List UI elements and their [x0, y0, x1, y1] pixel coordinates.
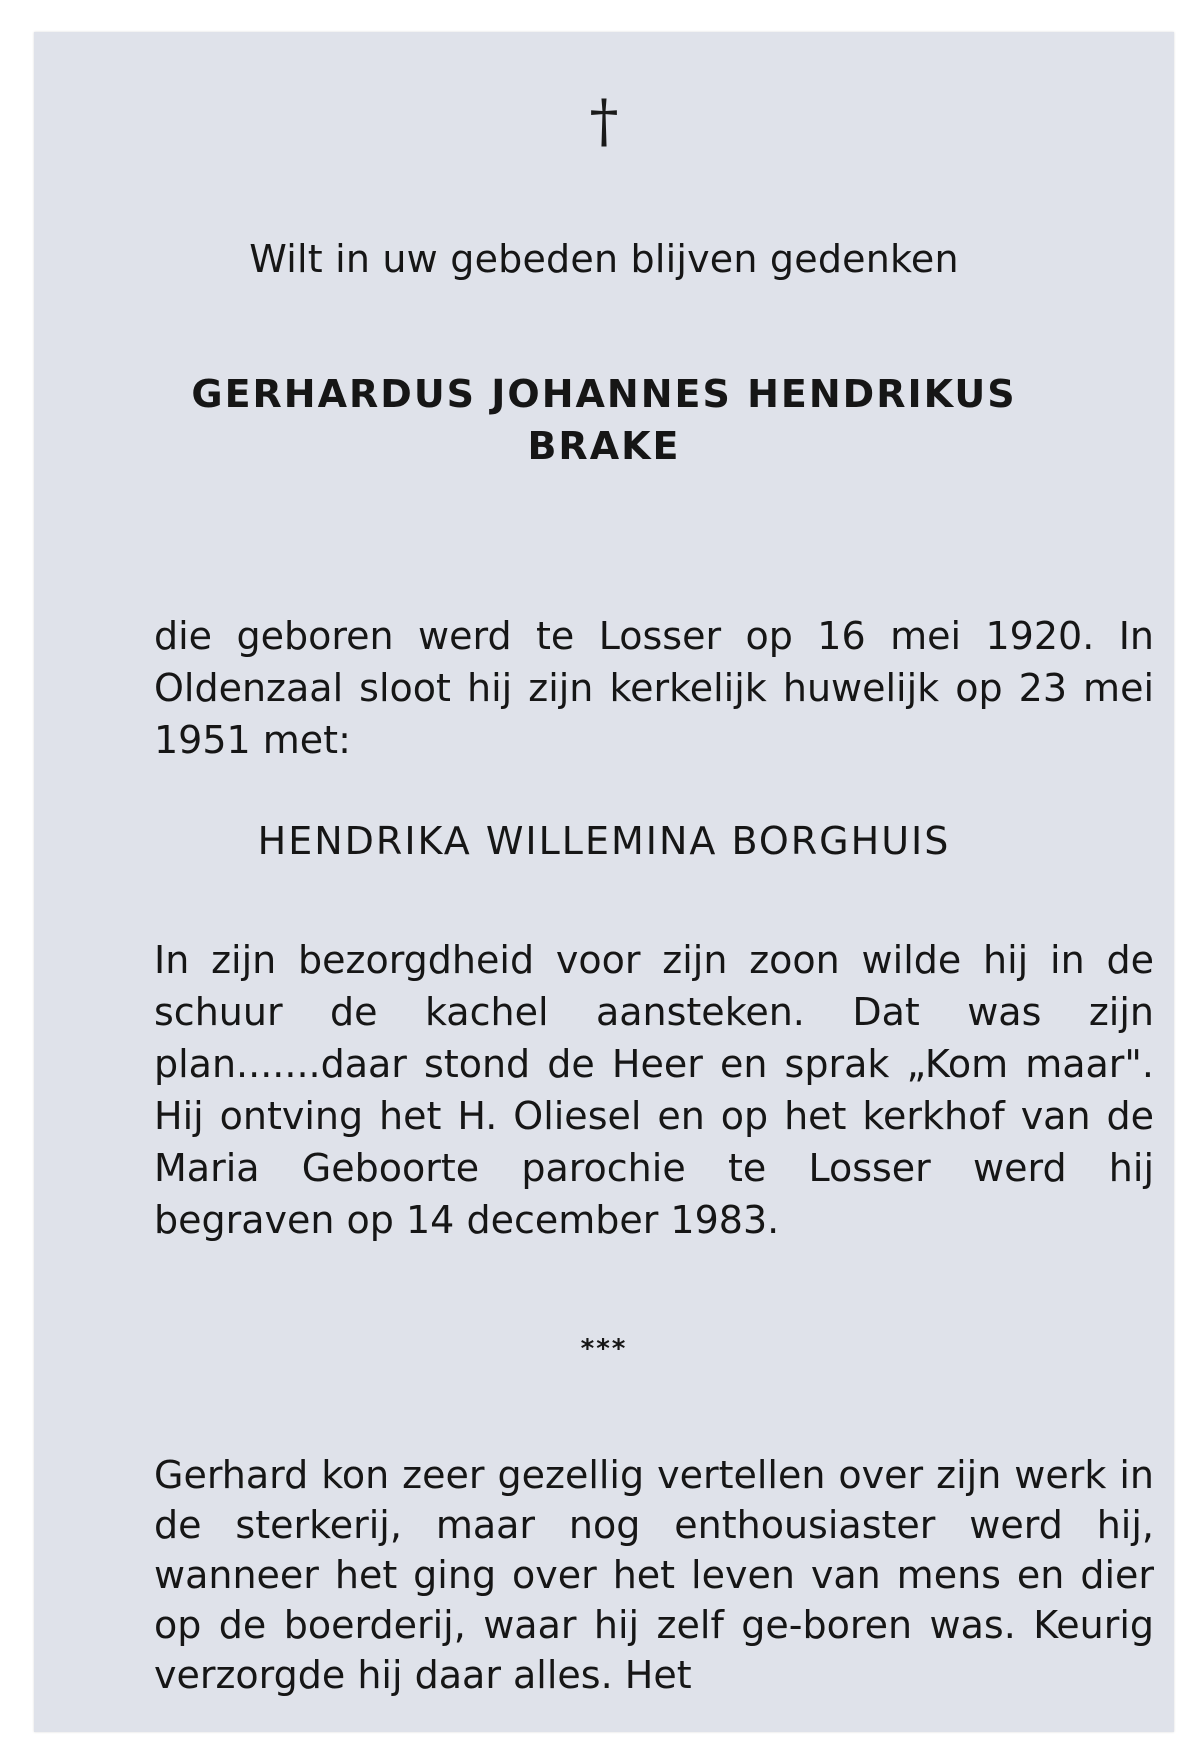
spouse-name: HENDRIKA WILLEMINA BORGHUIS — [257, 819, 951, 863]
intro-line: Wilt in uw gebeden blijven gedenken — [249, 237, 959, 281]
deceased-surname: BRAKE — [527, 424, 681, 468]
cross-icon: † — [589, 87, 619, 155]
death-paragraph: In zijn bezorgdheid voor zijn zoon wilde hij in de schuur de kachel aansteken. Dat was zijn plan.......daar stond de Heer en sprak „Kom maar". Hij ontving het H. Oliesel en op het kerkhof van de Maria Geboorte parochie te Losser werd hij begraven op 14 december 1983. — [154, 938, 1154, 1242]
life-paragraph: Gerhard kon zeer gezellig vertellen over zijn werk in de sterkerij, maar nog enthousiaster werd hij, wanneer het ging over het leven van mens en dier op de boerderij, waar hij zelf ge-boren was. Keurig verzorgde hij daar alles. Het — [154, 1453, 1154, 1697]
birth-marriage-paragraph: die geboren werd te Losser op 16 mei 1920. In Oldenzaal sloot hij zijn kerkelijk huwelijk op 23 mei 1951 met: — [154, 614, 1154, 762]
section-separator: *** — [580, 1334, 628, 1364]
memorial-card — [34, 32, 1174, 1732]
deceased-name: GERHARDUS JOHANNES HENDRIKUS — [191, 372, 1017, 416]
